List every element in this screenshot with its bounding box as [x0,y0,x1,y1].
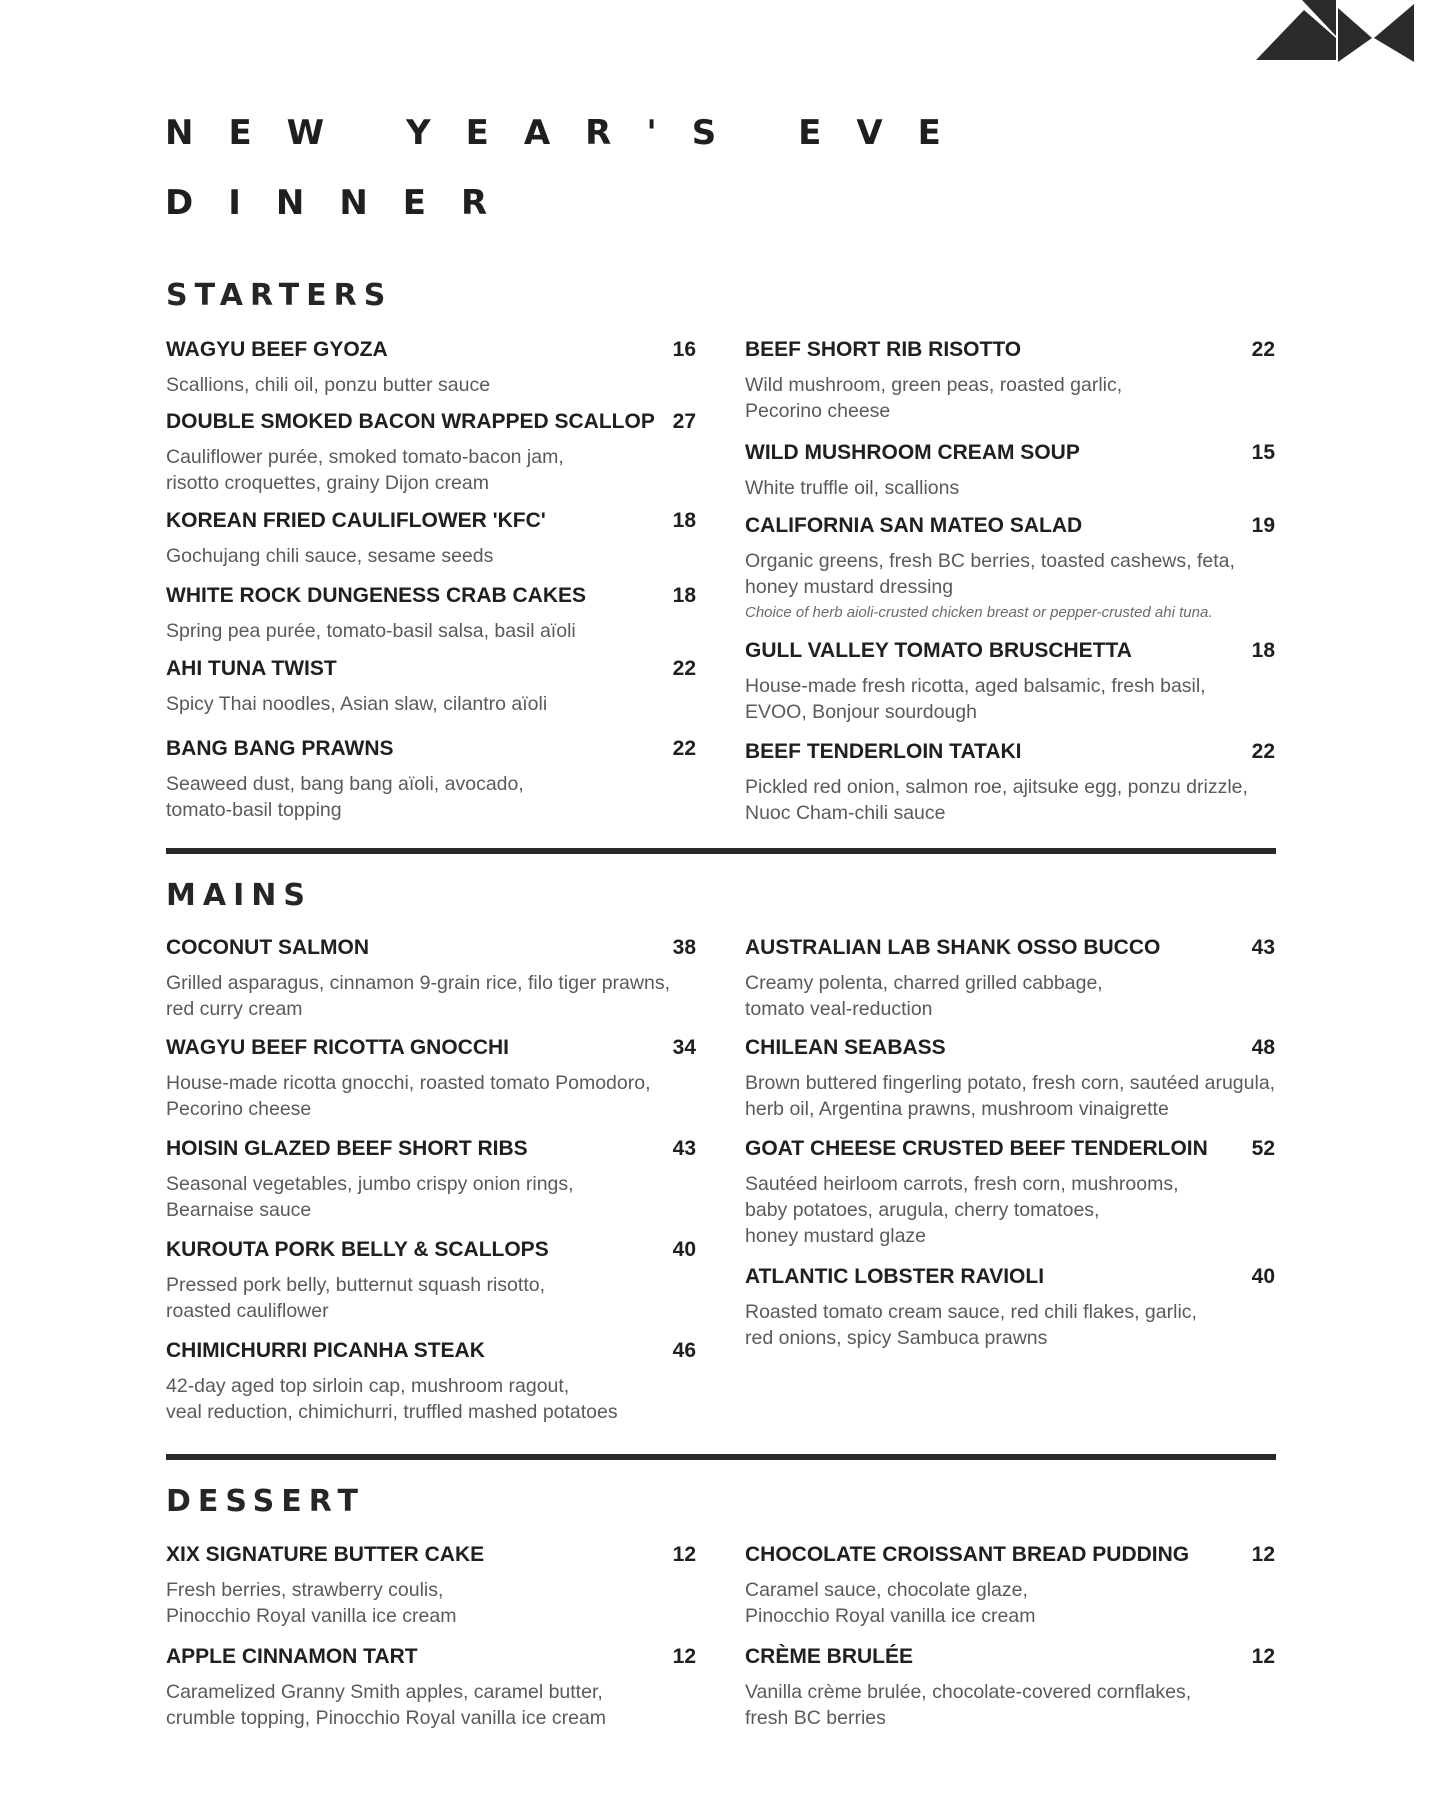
item-name: BEEF SHORT RIB RISOTTO [745,338,1022,361]
desc-line: Bearnaise sauce [166,1199,312,1221]
item-price: 12 [1251,1645,1275,1668]
menu-item [166,338,696,398]
item-price: 22 [672,737,696,760]
menu-item [745,1645,1275,1731]
item-price: 43 [672,1137,696,1160]
item-name: WHITE ROCK DUNGENESS CRAB CAKES [166,584,587,607]
item-name: KOREAN FRIED CAULIFLOWER 'KFC' [166,509,546,532]
desc-line: tomato-basil topping [166,799,342,821]
item-name: COCONUT SALMON [166,936,369,959]
desc-line: Organic greens, fresh BC berries, toasted cashews, feta, [745,550,1235,572]
item-description [166,771,696,823]
desc-line: Pecorino cheese [745,400,891,422]
item-name: AHI TUNA TWIST [166,657,337,680]
item-description [745,1577,1275,1629]
desc-line: fresh BC berries [745,1707,886,1729]
desc-line: Nuoc Cham-chili sauce [745,802,946,824]
item-price: 22 [672,657,696,680]
desc-line: Seasonal vegetables, jumbo crispy onion rings, [166,1173,574,1195]
item-price: 18 [672,584,696,607]
menu-item [166,1645,696,1731]
section-divider [166,1454,1276,1460]
menu-item [166,1339,696,1425]
menu-item [166,410,696,496]
item-note: Choice of herb aioli-crusted chicken breast or pepper-crusted ahi tuna. [745,604,1213,621]
desc-line: Brown buttered fingerling potato, fresh corn, sautéed arugula, [745,1072,1276,1094]
desc-line: Pinocchio Royal vanilla ice cream [745,1605,1036,1627]
dessert-heading: DESSERT [166,1484,365,1519]
item-description [166,1272,696,1324]
section-divider [166,848,1276,854]
desc-line: Spicy Thai noodles, Asian slaw, cilantro aïoli [166,693,548,715]
item-name: CRÈME BRULÉE [745,1645,914,1668]
menu-item [745,936,1275,1022]
item-name: WILD MUSHROOM CREAM SOUP [745,441,1080,464]
menu-item [166,1238,696,1324]
item-price: 43 [1251,936,1275,959]
item-description [745,1171,1275,1249]
item-price: 52 [1251,1137,1275,1160]
menu-item [745,1543,1275,1629]
item-price: 18 [672,509,696,532]
item-name: HOISIN GLAZED BEEF SHORT RIBS [166,1137,528,1160]
item-price: 22 [1251,740,1275,763]
menu-item [166,657,696,717]
desc-line: White truffle oil, scallions [745,477,960,499]
desc-line: herb oil, Argentina prawns, mushroom vinaigrette [745,1098,1169,1120]
item-description [166,1070,696,1122]
desc-line: Pickled red onion, salmon roe, ajitsuke egg, ponzu drizzle, [745,776,1248,798]
desc-line: Pressed pork belly, butternut squash risotto, [166,1274,546,1296]
menu-item [745,740,1275,826]
item-name: DOUBLE SMOKED BACON WRAPPED SCALLOP [166,410,655,433]
menu-title-line-1: NEW YEAR'S EVE [165,113,976,153]
menu-item [745,1137,1275,1249]
desc-line: House-made ricotta gnocchi, roasted tomato Pomodoro, [166,1072,651,1094]
desc-line: red curry cream [166,998,303,1020]
item-description [745,1299,1275,1351]
item-price: 19 [1251,514,1275,537]
item-description [745,548,1275,600]
desc-line: 42-day aged top sirloin cap, mushroom ragout, [166,1375,570,1397]
desc-line: baby potatoes, arugula, cherry tomatoes, [745,1199,1100,1221]
desc-line: Cauliflower purée, smoked tomato-bacon jam, [166,446,564,468]
item-name: AUSTRALIAN LAB SHANK OSSO BUCCO [745,936,1161,959]
item-name: WAGYU BEEF RICOTTA GNOCCHI [166,1036,509,1059]
item-price: 15 [1251,441,1275,464]
item-price: 46 [672,1339,696,1362]
desc-line: Pecorino cheese [166,1098,312,1120]
menu-item [745,338,1275,424]
desc-line: Fresh berries, strawberry coulis, [166,1579,444,1601]
item-description [166,618,696,644]
menu-item [166,936,696,1022]
item-description [166,444,696,496]
desc-line: roasted cauliflower [166,1300,329,1322]
menu-item [166,1137,696,1223]
item-price: 18 [1251,639,1275,662]
item-description [166,1373,696,1425]
desc-line: honey mustard glaze [745,1225,927,1247]
mains-heading: MAINS [166,878,312,913]
item-description [166,543,696,569]
desc-line: Gochujang chili sauce, sesame seeds [166,545,494,567]
item-description [745,475,1275,501]
item-price: 34 [672,1036,696,1059]
item-description [166,372,696,398]
desc-line: honey mustard dressing [745,576,954,598]
item-name: XIX SIGNATURE BUTTER CAKE [166,1543,485,1566]
item-name: CHIMICHURRI PICANHA STEAK [166,1339,485,1362]
menu-item [166,1543,696,1629]
menu-item [745,1265,1275,1351]
item-description [166,1577,696,1629]
desc-line: risotto croquettes, grainy Dijon cream [166,472,489,494]
item-name: WAGYU BEEF GYOZA [166,338,388,361]
desc-line: Vanilla crème brulée, chocolate-covered cornflakes, [745,1681,1192,1703]
item-description [166,1171,696,1223]
brand-logo-icon [1256,0,1416,66]
item-price: 40 [1251,1265,1275,1288]
item-description [745,774,1275,826]
item-description [745,1679,1275,1731]
menu-item [745,441,1275,501]
menu-item [745,1036,1275,1122]
item-name: GULL VALLEY TOMATO BRUSCHETTA [745,639,1132,662]
item-name: CALIFORNIA SAN MATEO SALAD [745,514,1083,537]
item-name: CHOCOLATE CROISSANT BREAD PUDDING [745,1543,1190,1566]
item-name: BANG BANG PRAWNS [166,737,394,760]
item-price: 38 [672,936,696,959]
item-description [166,691,696,717]
desc-line: Pinocchio Royal vanilla ice cream [166,1605,457,1627]
desc-line: Wild mushroom, green peas, roasted garlic, [745,374,1123,396]
desc-line: Roasted tomato cream sauce, red chili flakes, garlic, [745,1301,1197,1323]
item-price: 12 [672,1543,696,1566]
desc-line: red onions, spicy Sambuca prawns [745,1327,1048,1349]
desc-line: Sautéed heirloom carrots, fresh corn, mushrooms, [745,1173,1179,1195]
item-price: 48 [1251,1036,1275,1059]
item-price: 16 [672,338,696,361]
desc-line: tomato veal-reduction [745,998,933,1020]
desc-line: Grilled asparagus, cinnamon 9-grain rice, filo tiger prawns, [166,972,670,994]
menu-item [745,514,1275,621]
item-name: CHILEAN SEABASS [745,1036,946,1059]
item-price: 40 [672,1238,696,1261]
item-name: GOAT CHEESE CRUSTED BEEF TENDERLOIN [745,1137,1208,1160]
desc-line: Spring pea purée, tomato-basil salsa, basil aïoli [166,620,576,642]
menu-item [166,1036,696,1122]
desc-line: Seaweed dust, bang bang aïoli, avocado, [166,773,524,795]
item-name: BEEF TENDERLOIN TATAKI [745,740,1022,763]
item-name: ATLANTIC LOBSTER RAVIOLI [745,1265,1045,1288]
item-description [166,970,696,1022]
menu-title-line-2: DINNER [165,183,523,223]
menu-item [166,509,696,569]
desc-line: Creamy polenta, charred grilled cabbage, [745,972,1103,994]
desc-line: Scallions, chili oil, ponzu butter sauce [166,374,491,396]
item-description [166,1679,696,1731]
item-description [745,970,1275,1022]
item-description [745,673,1275,725]
item-price: 22 [1251,338,1275,361]
desc-line: House-made fresh ricotta, aged balsamic, fresh basil, [745,675,1206,697]
item-name: KUROUTA PORK BELLY & SCALLOPS [166,1238,549,1261]
desc-line: veal reduction, chimichurri, truffled mashed potatoes [166,1401,618,1423]
menu-item [745,639,1275,725]
item-price: 27 [672,410,696,433]
item-price: 12 [672,1645,696,1668]
item-name: APPLE CINNAMON TART [166,1645,418,1668]
desc-line: Caramel sauce, chocolate glaze, [745,1579,1028,1601]
menu-item [166,584,696,644]
item-price: 12 [1251,1543,1275,1566]
item-description [745,372,1275,424]
menu-item [166,737,696,823]
starters-heading: STARTERS [166,278,393,313]
desc-line: crumble topping, Pinocchio Royal vanilla ice cream [166,1707,607,1729]
desc-line: EVOO, Bonjour sourdough [745,701,977,723]
item-description [745,1070,1275,1122]
desc-line: Caramelized Granny Smith apples, caramel butter, [166,1681,603,1703]
